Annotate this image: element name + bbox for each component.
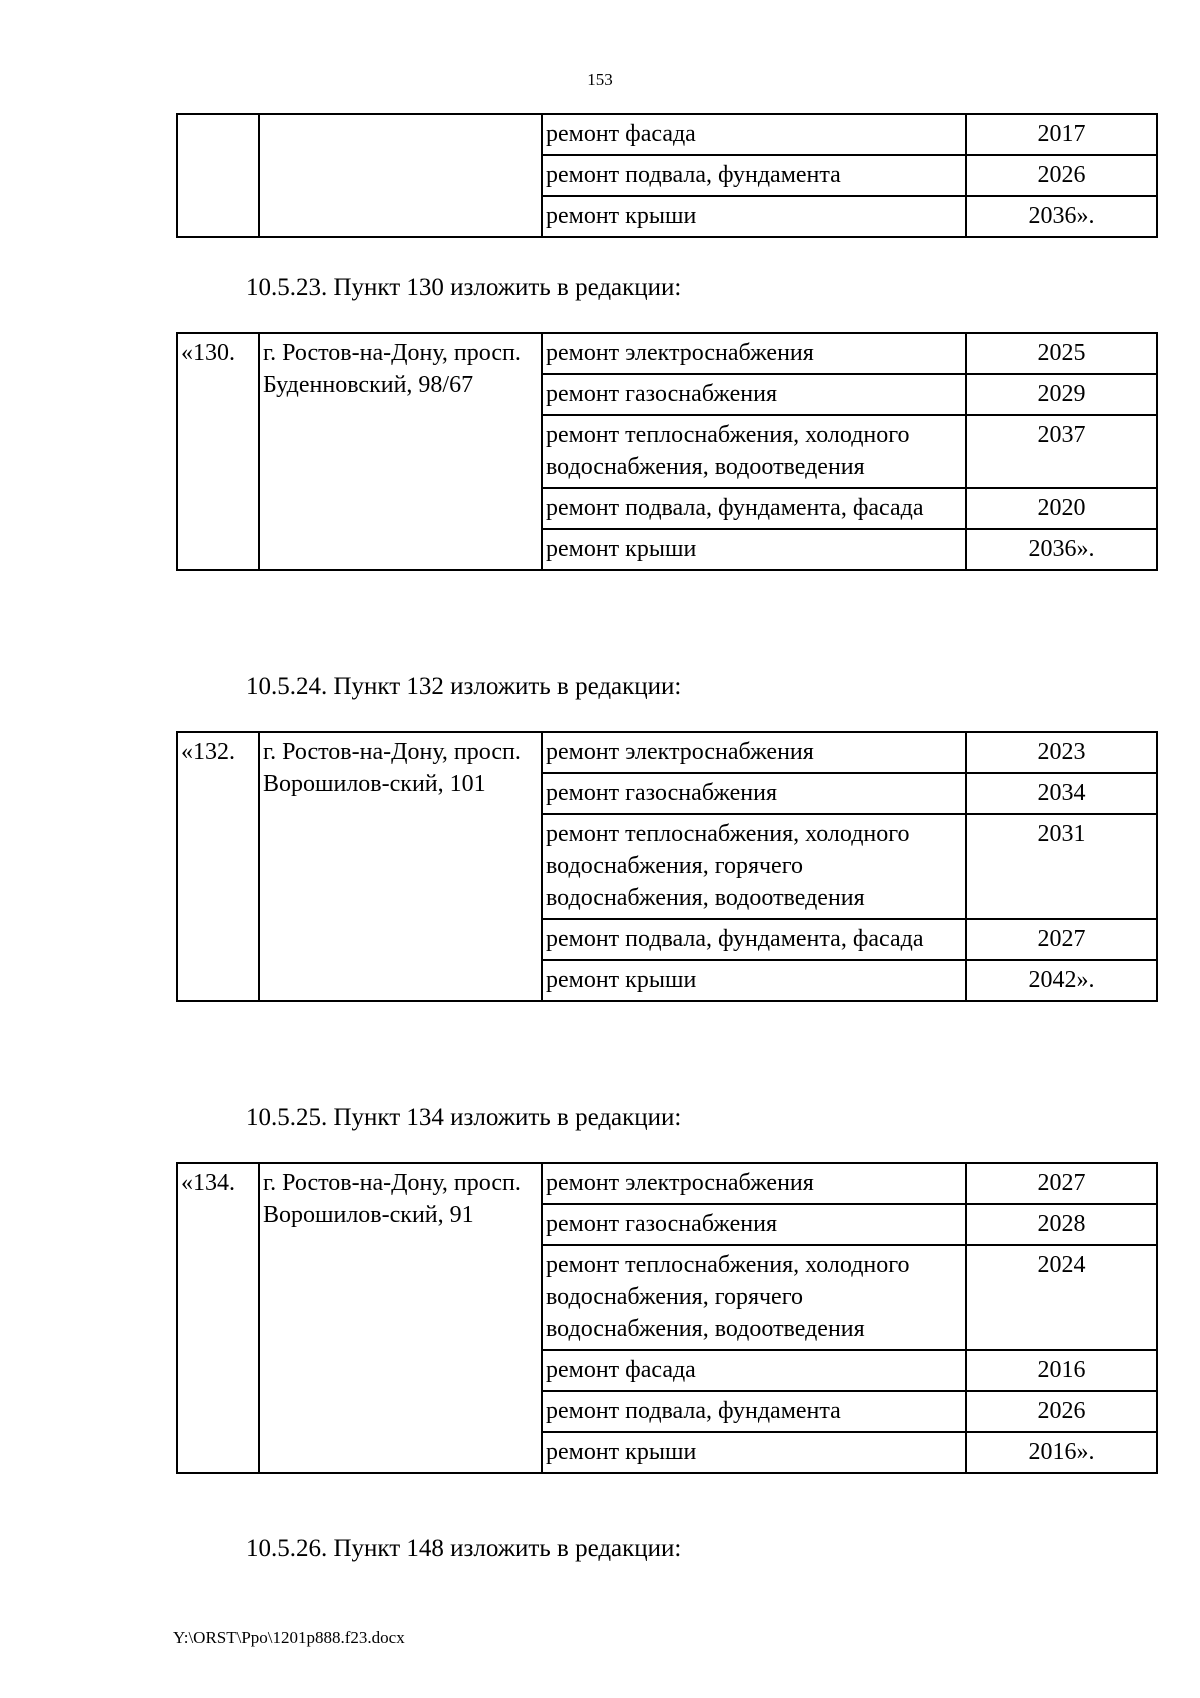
item-number-cell: «130. xyxy=(177,333,259,570)
year-cell: 2024 xyxy=(966,1245,1157,1350)
address-cell: г. Ростов-на-Дону, просп. Буденновский, 98/67 xyxy=(259,333,542,570)
year-cell: 2031 xyxy=(966,814,1157,919)
year-cell: 2017 xyxy=(966,114,1157,155)
item-number-cell: «134. xyxy=(177,1163,259,1473)
address-cell: г. Ростов-на-Дону, просп. Ворошилов-ский, 91 xyxy=(259,1163,542,1473)
year-cell: 2025 xyxy=(966,333,1157,374)
address-cell: г. Ростов-на-Дону, просп. Ворошилов-ский, 101 xyxy=(259,732,542,1001)
section-heading: 10.5.25. Пункт 134 изложить в редакции: xyxy=(246,1104,682,1131)
year-cell: 2020 xyxy=(966,488,1157,529)
work-cell: ремонт газоснабжения xyxy=(542,374,966,415)
section-heading: 10.5.24. Пункт 132 изложить в редакции: xyxy=(246,673,682,700)
year-cell: 2037 xyxy=(966,415,1157,488)
year-cell: 2016 xyxy=(966,1350,1157,1391)
year-cell: 2034 xyxy=(966,773,1157,814)
work-cell: ремонт электроснабжения xyxy=(542,1163,966,1204)
year-cell: 2027 xyxy=(966,1163,1157,1204)
work-cell: ремонт фасада xyxy=(542,1350,966,1391)
year-cell: 2016». xyxy=(966,1432,1157,1473)
table-row xyxy=(177,333,1157,374)
work-cell: ремонт электроснабжения xyxy=(542,732,966,773)
work-cell: ремонт крыши xyxy=(542,960,966,1001)
year-cell: 2028 xyxy=(966,1204,1157,1245)
work-cell: ремонт подвала, фундамента xyxy=(542,1391,966,1432)
work-cell: ремонт подвала, фундамента xyxy=(542,155,966,196)
item-132-table xyxy=(176,731,1158,1002)
year-cell: 2036». xyxy=(966,196,1157,237)
work-cell: ремонт газоснабжения xyxy=(542,1204,966,1245)
work-cell: ремонт теплоснабжения, холодного водоснабжения, горячего водоснабжения, водоотведения xyxy=(542,1245,966,1350)
year-cell: 2026 xyxy=(966,155,1157,196)
work-cell: ремонт фасада xyxy=(542,114,966,155)
address-cell xyxy=(259,114,542,237)
work-cell: ремонт подвала, фундамента, фасада xyxy=(542,488,966,529)
section-heading: 10.5.23. Пункт 130 изложить в редакции: xyxy=(246,274,682,301)
table-row xyxy=(177,1163,1157,1204)
item-130-table xyxy=(176,332,1158,571)
year-cell: 2036». xyxy=(966,529,1157,570)
work-cell: ремонт газоснабжения xyxy=(542,773,966,814)
table-row xyxy=(177,114,1157,155)
work-cell: ремонт крыши xyxy=(542,196,966,237)
year-cell: 2042». xyxy=(966,960,1157,1001)
work-cell: ремонт теплоснабжения, холодного водоснабжения, горячего водоснабжения, водоотведения xyxy=(542,814,966,919)
continuation-table xyxy=(176,113,1158,238)
work-cell: ремонт теплоснабжения, холодного водоснабжения, водоотведения xyxy=(542,415,966,488)
item-number-cell xyxy=(177,114,259,237)
item-number-cell: «132. xyxy=(177,732,259,1001)
work-cell: ремонт электроснабжения xyxy=(542,333,966,374)
work-cell: ремонт подвала, фундамента, фасада xyxy=(542,919,966,960)
year-cell: 2023 xyxy=(966,732,1157,773)
work-cell: ремонт крыши xyxy=(542,1432,966,1473)
table-row xyxy=(177,732,1157,773)
section-heading: 10.5.26. Пункт 148 изложить в редакции: xyxy=(246,1535,682,1562)
file-path-footer: Y:\ORST\Ppo\1201p888.f23.docx xyxy=(173,1628,405,1647)
year-cell: 2027 xyxy=(966,919,1157,960)
year-cell: 2029 xyxy=(966,374,1157,415)
year-cell: 2026 xyxy=(966,1391,1157,1432)
page-number: 153 xyxy=(587,70,613,89)
work-cell: ремонт крыши xyxy=(542,529,966,570)
item-134-table xyxy=(176,1162,1158,1474)
